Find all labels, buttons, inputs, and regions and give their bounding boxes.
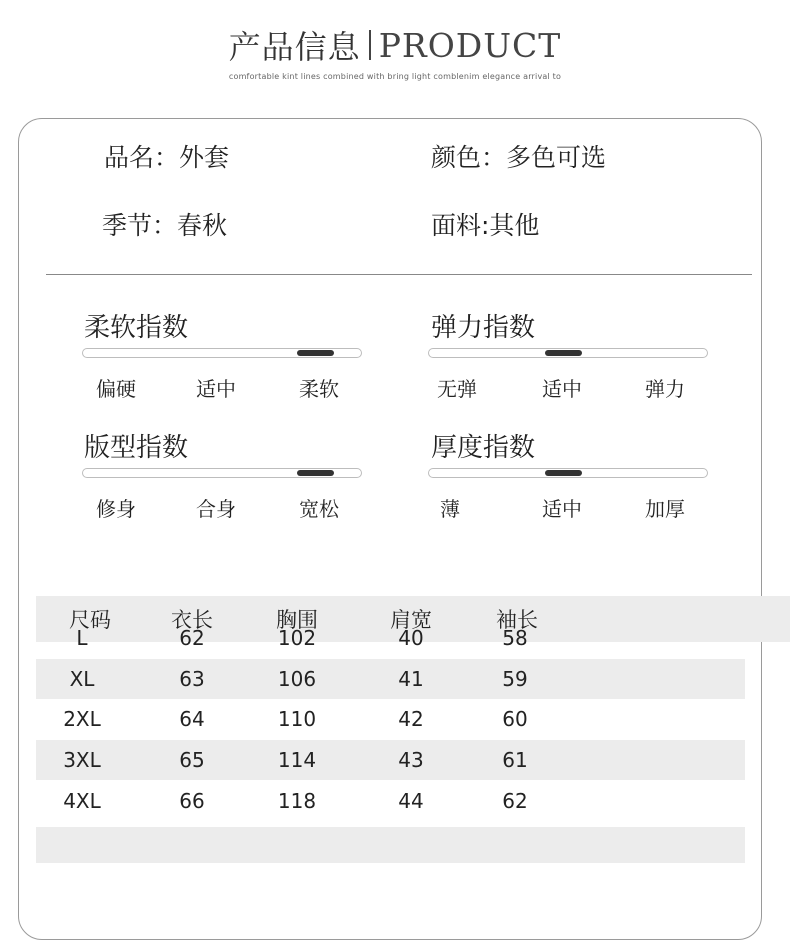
table-row [36, 780, 745, 821]
elasticity-index-knob [545, 350, 582, 356]
cell-length: 62 [179, 626, 205, 651]
info-season: 季节：春秋 [102, 211, 228, 240]
fit-label-high: 宽松 [299, 497, 339, 521]
softness-index-title: 柔软指数 [84, 313, 189, 343]
title-english: PRODUCT [378, 25, 562, 65]
cell-sleeve: 58 [502, 626, 528, 651]
fit-label-mid: 合身 [196, 497, 236, 521]
fit-index-track [82, 468, 362, 478]
cell-size: 2XL [63, 707, 101, 732]
header-size: 尺码 [69, 608, 111, 632]
table-row [36, 618, 745, 659]
softness-label-mid: 适中 [196, 377, 236, 401]
cell-shoulder: 41 [398, 666, 424, 691]
cell-size: 3XL [63, 748, 101, 773]
cell-length: 65 [179, 748, 205, 773]
info-name: 品名：外套 [104, 143, 230, 172]
subtitle: comfortable kint lines combined with bring light comblenim elegance arrival to [228, 72, 562, 81]
thickness-label-high: 加厚 [645, 497, 685, 521]
info-fabric: 面料:其他 [431, 211, 540, 240]
softness-label-low: 偏硬 [96, 377, 136, 401]
cell-chest: 118 [277, 788, 317, 813]
elasticity-label-high: 弹力 [645, 377, 685, 401]
elasticity-label-mid: 适中 [542, 377, 582, 401]
softness-index-knob [297, 350, 334, 356]
softness-label-high: 柔软 [299, 377, 339, 401]
cell-shoulder: 44 [398, 788, 424, 813]
thickness-index-track [428, 468, 708, 478]
thickness-index-knob [545, 470, 582, 476]
cell-shoulder: 43 [398, 748, 424, 773]
header-length: 衣长 [171, 608, 213, 632]
cell-length: 66 [179, 788, 205, 813]
cell-size: L [76, 626, 88, 651]
cell-chest: 110 [277, 707, 317, 732]
header-chest: 胸围 [276, 608, 318, 632]
header-shoulder: 肩宽 [390, 608, 432, 632]
size-table [36, 572, 745, 863]
fit-index-knob [297, 470, 334, 476]
cell-length: 63 [179, 666, 205, 691]
elasticity-index-track [428, 348, 708, 358]
title-chinese: 产品信息 [228, 28, 361, 66]
table-row [36, 659, 745, 700]
softness-index-track [82, 348, 362, 358]
cell-sleeve: 61 [502, 748, 528, 773]
cell-length: 64 [179, 707, 205, 732]
fit-label-low: 修身 [96, 497, 136, 521]
table-row [36, 699, 745, 740]
cell-sleeve: 60 [502, 707, 528, 732]
header-sleeve: 袖长 [496, 608, 538, 632]
section-divider [46, 274, 752, 275]
thickness-label-mid: 适中 [542, 497, 582, 521]
table-row [36, 740, 745, 781]
title-row [0, 24, 790, 66]
table-empty-row [36, 827, 745, 863]
fit-index-title: 版型指数 [84, 433, 189, 463]
elasticity-label-low: 无弹 [437, 377, 477, 401]
thickness-label-low: 薄 [440, 497, 460, 521]
cell-size: 4XL [63, 788, 101, 813]
cell-chest: 106 [277, 666, 317, 691]
cell-sleeve: 59 [502, 666, 528, 691]
cell-chest: 114 [277, 748, 317, 773]
cell-sleeve: 62 [502, 788, 528, 813]
cell-size: XL [69, 666, 95, 691]
cell-shoulder: 42 [398, 707, 424, 732]
title-separator [369, 30, 371, 60]
cell-chest: 102 [277, 626, 317, 651]
thickness-index-title: 厚度指数 [431, 433, 536, 463]
cell-shoulder: 40 [398, 626, 424, 651]
elasticity-index-title: 弹力指数 [431, 313, 536, 343]
info-color: 颜色：多色可选 [431, 143, 607, 172]
page-header [0, 24, 790, 81]
